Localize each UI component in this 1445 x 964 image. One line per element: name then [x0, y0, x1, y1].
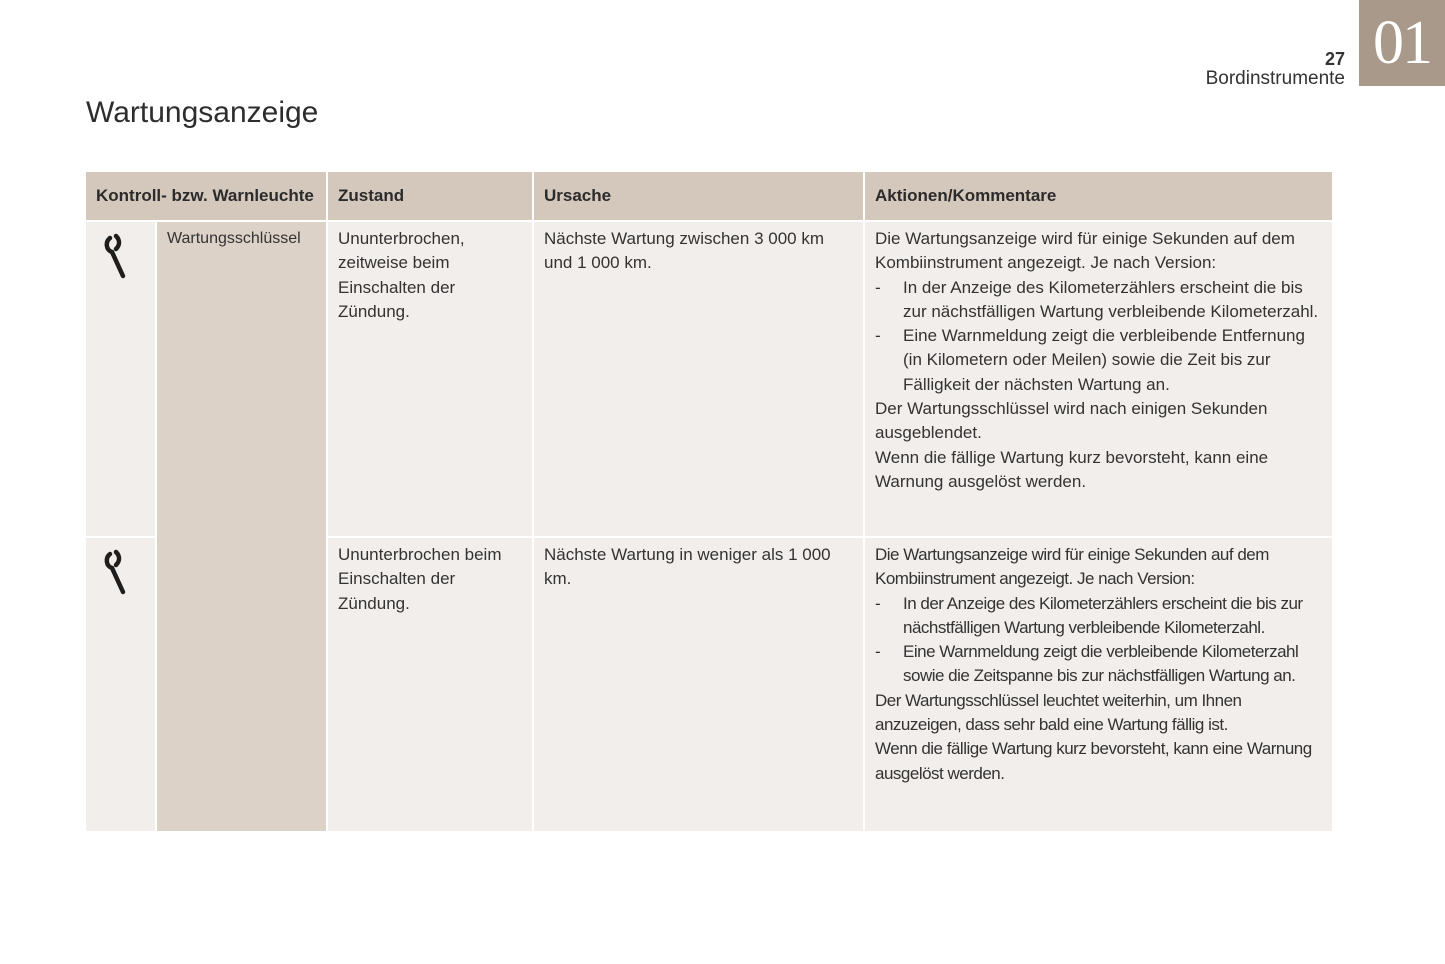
table-header-row — [86, 172, 1332, 221]
section-name: Bordinstrumente — [1205, 68, 1345, 89]
list-item — [875, 592, 1322, 641]
actions-note: Wenn die fällige Wartung kurz bevorsteht, kann eine Warnung ausgelöst werden. — [875, 447, 1269, 491]
list-item-text: Eine Warnmeldung zeigt die verbleibende Kilometerzahl sowie die Zeitspanne bis zur nächstfälligen Wartung an. — [903, 642, 1299, 686]
state-cell: Ununterbrochen, zeitweise beim Einschalten der Zündung. — [327, 221, 533, 537]
header-lamp: Kontroll- bzw. Warnleuchte — [86, 172, 327, 221]
icon-cell — [86, 537, 156, 832]
actions-cell — [864, 537, 1332, 832]
state-cell: Ununterbrochen beim Einschalten der Zündung. — [327, 537, 533, 832]
actions-cell — [864, 221, 1332, 537]
list-item — [875, 640, 1322, 689]
header-actions: Aktionen/Kommentare — [864, 172, 1332, 221]
actions-note: Wenn die fällige Wartung kurz bevorsteht, kann eine Warnung ausgelöst werden. — [875, 739, 1312, 783]
header-cause: Ursache — [533, 172, 864, 221]
actions-note: Der Wartungsschlüssel wird nach einigen Sekunden ausgeblendet. — [875, 399, 1268, 443]
actions-intro: Die Wartungsanzeige wird für einige Sekunden auf dem Kombiinstrument angezeigt. Je nach Version: — [875, 229, 1295, 273]
wrench-icon — [101, 232, 141, 284]
maintenance-indicator-table — [86, 172, 1332, 833]
list-item-text: Eine Warnmeldung zeigt die verbleibende Entfernung (in Kilometern oder Meilen) sowie die Zeit bis zur Fälligkeit der nächsten Wartung an. — [903, 326, 1305, 394]
list-item-text: In der Anzeige des Kilometerzählers erscheint die bis zur nächstfälligen Wartung verbleibende Kilometerzahl. — [903, 277, 1319, 321]
actions-note: Der Wartungsschlüssel leuchtet weiterhin, um Ihnen anzuzeigen, dass sehr bald eine Wartung fällig ist. — [875, 690, 1242, 735]
list-item — [875, 324, 1322, 397]
bullet-dash: - — [875, 642, 881, 662]
actions-intro: Die Wartungsanzeige wird für einige Sekunden auf dem Kombiinstrument angezeigt. Je nach Version: — [875, 545, 1269, 589]
wrench-icon — [101, 548, 141, 600]
header-state: Zustand — [327, 172, 533, 221]
page-title: Wartungsanzeige — [86, 96, 319, 129]
chapter-tab: 01 — [1359, 0, 1445, 86]
cause-cell: Nächste Wartung zwischen 3 000 km und 1 000 km. — [533, 221, 864, 537]
cause-cell: Nächste Wartung in weniger als 1 000 km. — [533, 537, 864, 832]
page-number: 27 — [1324, 49, 1345, 69]
bullet-dash: - — [875, 277, 881, 297]
table-row — [86, 221, 1332, 537]
lamp-name: Wartungsschlüssel — [167, 230, 301, 247]
bullet-dash: - — [875, 593, 881, 613]
icon-cell — [86, 221, 156, 537]
list-item — [875, 276, 1322, 325]
list-item-text: In der Anzeige des Kilometerzählers erscheint die bis zur nächstfälligen Wartung verbleibende Kilometerzahl. — [903, 593, 1303, 637]
lamp-name-cell — [156, 221, 327, 832]
bullet-dash: - — [875, 326, 881, 346]
